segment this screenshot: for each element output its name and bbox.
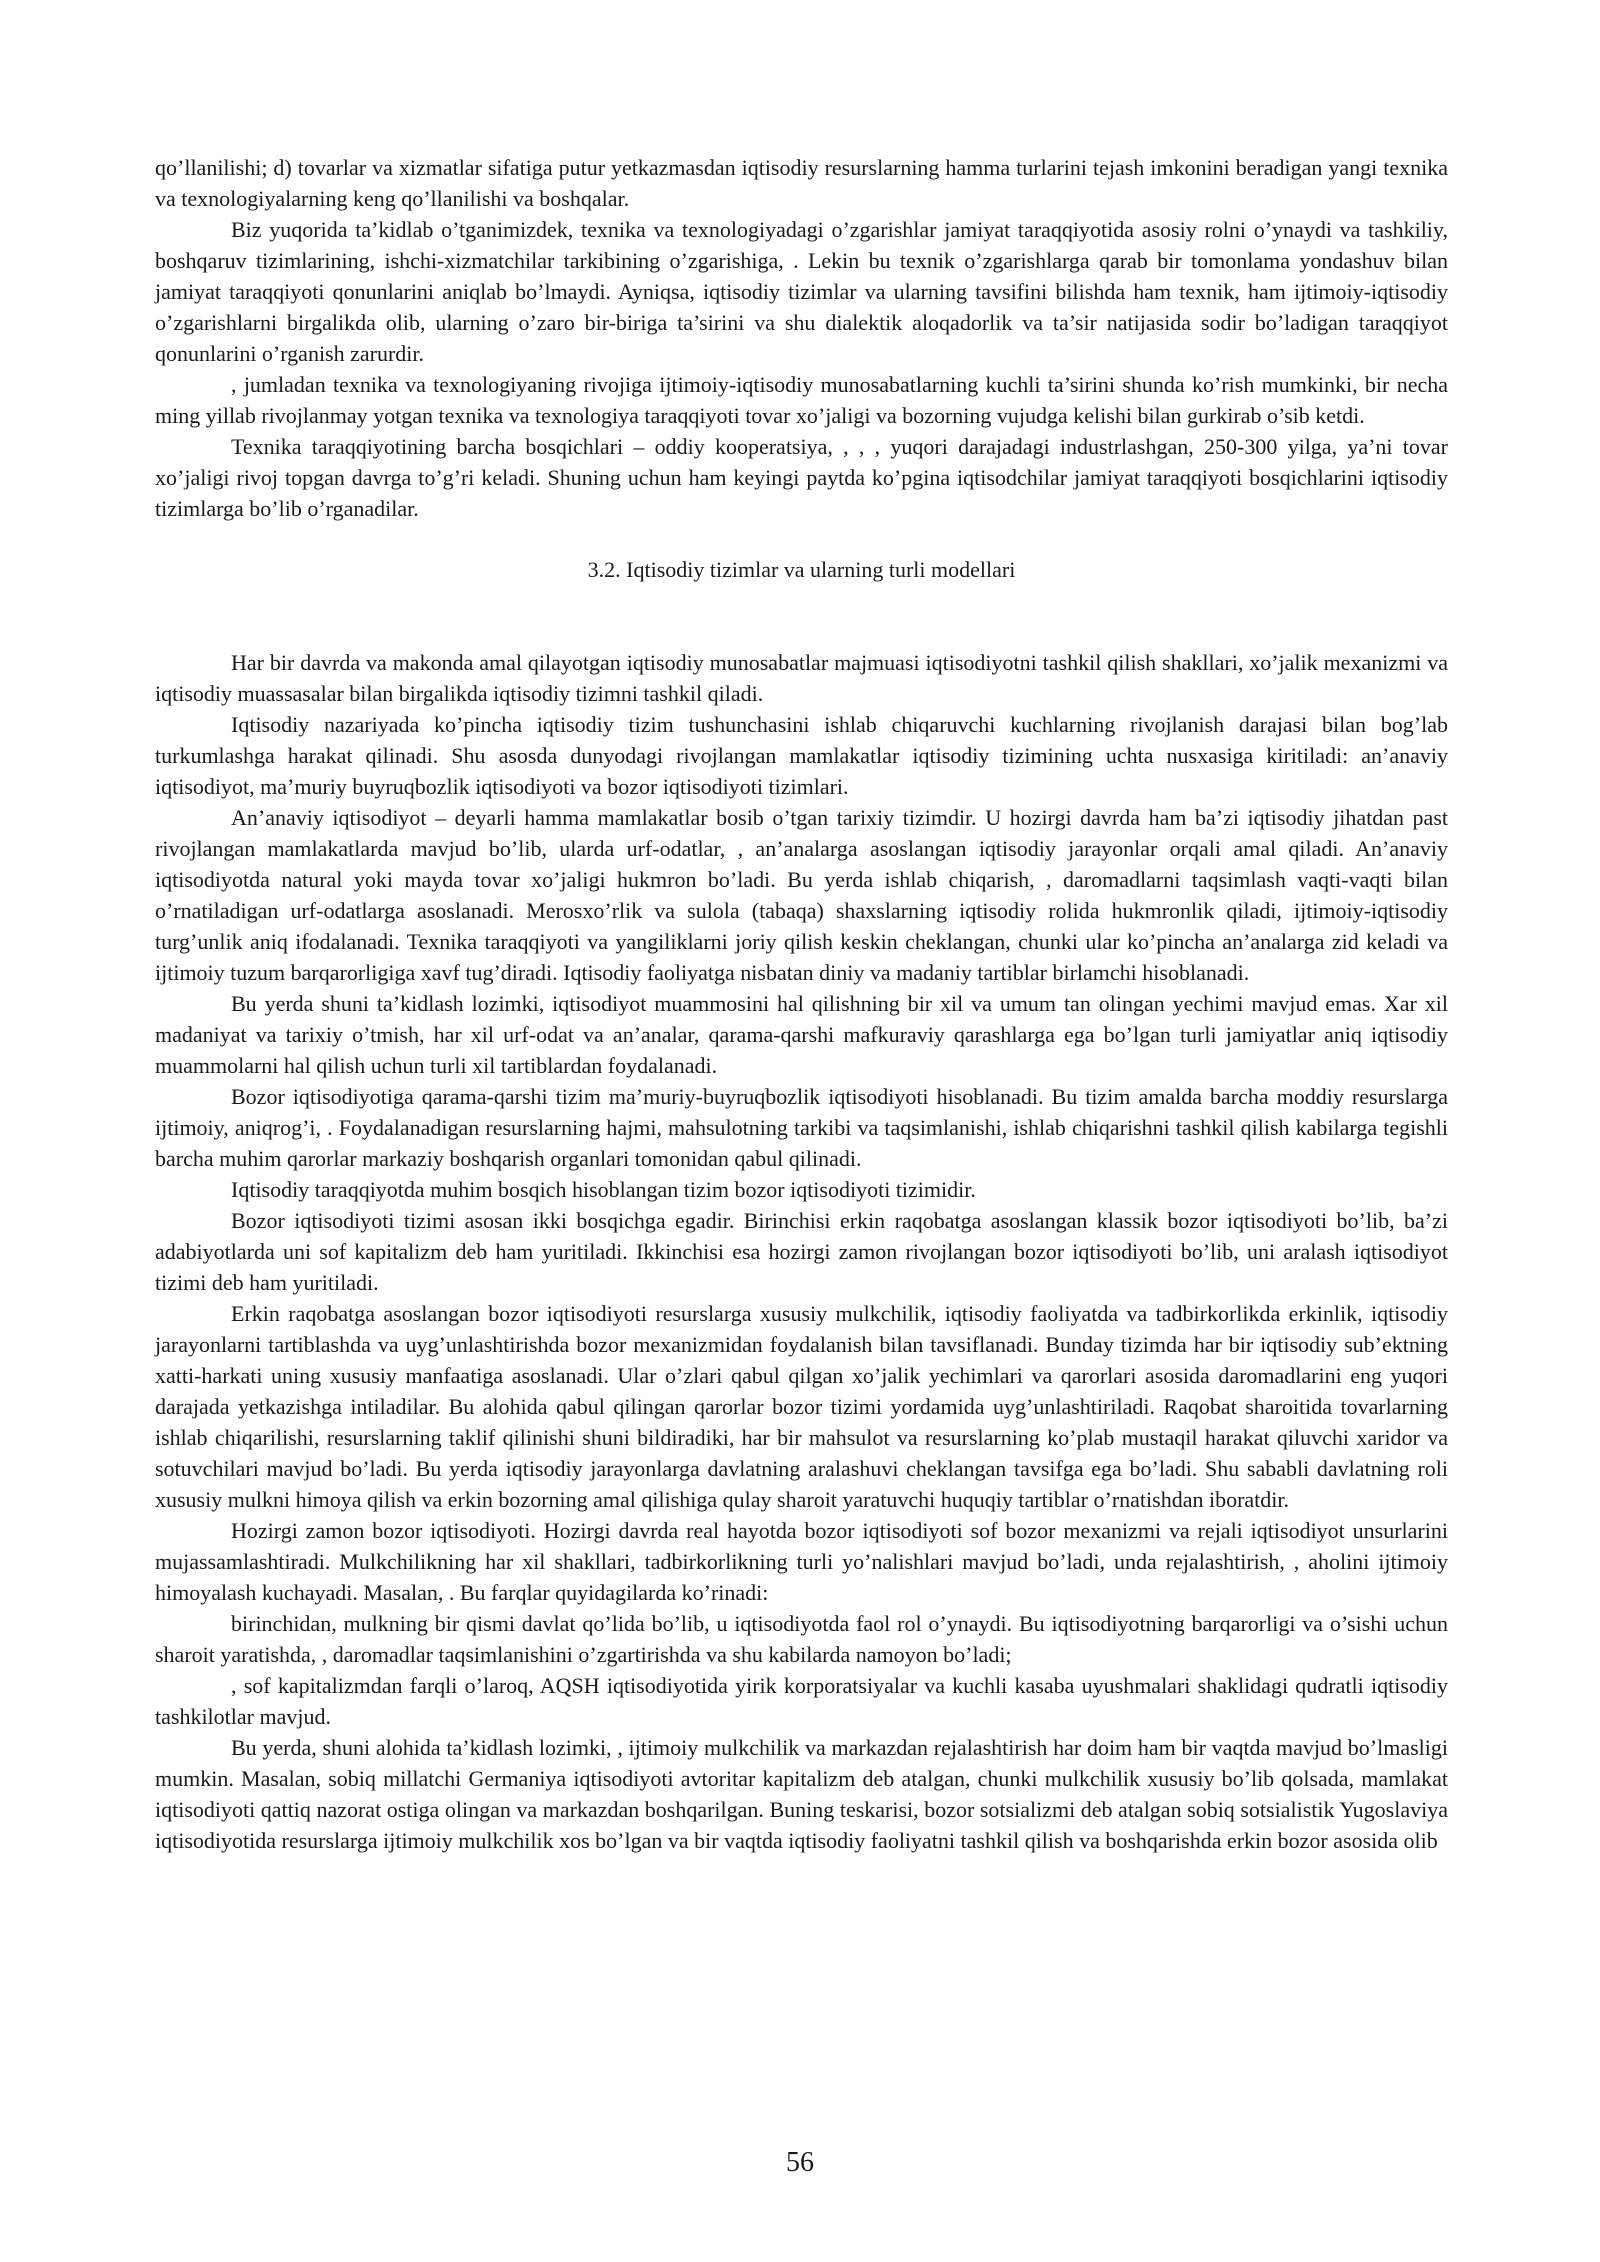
paragraph: Biz yuqorida ta’kidlab o’tganimizdek, texnika va texnologiyadagi o’zgarishlar jamiyat taraqqiyotida asosiy rolni o’ynaydi va tashkiliy, boshqaruv tizimlarining, ishchi-xizmatchilar tarkibining o’zgarishiga, . Lekin bu texnik o’zgarishlarga qarab bir tomonlama yondashuv bilan jamiyat taraqqiyoti qonunlarini aniqlab bo’lmaydi. Ayniqsa, iqtisodiy tizimlar va ularning tavsifini bilishda ham texnik, ham ijtimoiy-iqtisodiy o’zgarishlarni birgalikda olib, ularning o’zaro bir-biriga ta’sirini va shu dialektik aloqadorlik va ta’sir natijasida sodir bo’ladigan taraqqiyot qonunlarini o’rganish zarurdir. bbox=[155, 217, 1448, 366]
paragraph: An’anaviy iqtisodiyot – deyarli hamma mamlakatlar bosib o’tgan tarixiy tizimdir. U hozirgi davrda ham ba’zi iqtisodiy jihatdan past rivojlangan mamlakatlarda mavjud bo’lib, ularda urf-odatlar, , an’analarga asoslangan iqtisodiy jarayonlar orqali amal qiladi. An’anaviy iqtisodiyotda natural yoki mayda tovar xo’jaligi hukmron bo’ladi. Bu yerda ishlab chiqarish, , daromadlarni taqsimlash vaqti-vaqti bilan o’rnatiladigan urf-odatlarga asoslanadi. Merosxo’rlik va sulola (tabaqa) shaxslarning iqtisodiy rolida hukmronlik qiladi, ijtimoiy-iqtisodiy turg’unlik aniq ifodalanadi. Texnika taraqqiyoti va yangiliklarni joriy qilish keskin cheklangan, chunki ular ko’pincha an’analarga zid keladi va ijtimoiy tuzum barqarorligiga xavf tug’diradi. Iqtisodiy faoliyatga nisbatan diniy va madaniy tartiblar birlamchi hisoblanadi. bbox=[155, 805, 1448, 985]
paragraph: birinchidan, mulkning bir qismi davlat qo’lida bo’lib, u iqtisodiyotda faol rol o’ynaydi. Bu iqtisodiyotning barqarorligi va o’sishi uchun sharoit yaratishda, , daromadlar taqsimlanishini o’zgartirishda va shu kabilarda namoyon bo’ladi; bbox=[155, 1611, 1448, 1667]
page-number: 56 bbox=[786, 2147, 814, 2178]
paragraph: Bozor iqtisodiyotiga qarama-qarshi tizim ma’muriy-buyruqbozlik iqtisodiyoti hisoblanadi. Bu tizim amalda barcha moddiy resurslarga ijtimoiy, aniqrog’i, . Foydalanadigan resurslarning hajmi, mahsulotning tarkibi va taqsimlanishi, ishlab chiqarishni tashkil qilish kabilarga tegishli barcha muhim qarorlar markaziy boshqarish organlari tomonidan qabul qilinadi. bbox=[155, 1084, 1448, 1171]
paragraph: Hozirgi zamon bozor iqtisodiyoti. Hozirgi davrda real hayotda bozor iqtisodiyoti sof bozor mexanizmi va rejali iqtisodiyot unsurlarini mujassamlashtiradi. Mulkchilikning har xil shakllari, tadbirkorlikning turli yo’nalishlari mavjud bo’ladi, unda rejalashtirish, , aholini ijtimoiy himoyalash kuchayadi. Masalan, . Bu farqlar quyidagilarda ko’rinadi: bbox=[155, 1518, 1448, 1605]
section-heading: 3.2. Iqtisodiy tizimlar va ularning turli modellari bbox=[587, 557, 1016, 582]
paragraph: Bozor iqtisodiyoti tizimi asosan ikki bosqichga egadir. Birinchisi erkin raqobatga asoslangan klassik bozor iqtisodiyoti bo’lib, ba’zi adabiyotlarda uni sof kapitalizm deb ham yuritiladi. Ikkinchisi esa hozirgi zamon rivojlangan bozor iqtisodiyoti bo’lib, uni aralash iqtisodiyot tizimi deb ham yuritiladi. bbox=[155, 1208, 1448, 1295]
paragraph: Iqtisodiy nazariyada ko’pincha iqtisodiy tizim tushunchasini ishlab chiqaruvchi kuchlarning rivojlanish darajasi bilan bog’lab turkumlashga harakat qilinadi. Shu asosda dunyodagi rivojlangan mamlakatlar iqtisodiy tizimining uchta nusxasiga kiritiladi: an’anaviy iqtisodiyot, ma’muriy buyruqbozlik iqtisodiyoti va bozor iqtisodiyoti tizimlari. bbox=[155, 712, 1448, 799]
paragraph: Bu yerda, shuni alohida ta’kidlash lozimki, , ijtimoiy mulkchilik va markazdan rejalashtirish har doim ham bir vaqtda mavjud bo’lmasligi mumkin. Masalan, sobiq millatchi Germaniya iqtisodiyoti avtoritar kapitalizm deb atalgan, chunki mulkchilik xususiy bo’lib qolsada, mamlakat iqtisodiyoti qattiq nazorat ostiga olingan va markazdan boshqarilgan. Buning teskarisi, bozor sotsializmi deb atalgan sobiq sotsialistik Yugoslaviya iqtisodiyotida resurslarga ijtimoiy mulkchilik xos bo’lgan va bir vaqtda iqtisodiy faoliyatni tashkil qilish va boshqarishda erkin bozor asosida olib bbox=[155, 1735, 1448, 1853]
paragraph: Bu yerda shuni ta’kidlash lozimki, iqtisodiyot muammosini hal qilishning bir xil va umum tan olingan yechimi mavjud emas. Xar xil madaniyat va tarixiy o’tmish, har xil urf-odat va an’analar, qarama-qarshi mafkuraviy qarashlarga ega bo’lgan turli jamiyatlar aniq iqtisodiy muammolarni hal qilish uchun turli xil tartiblardan foydalanadi. bbox=[155, 991, 1448, 1078]
paragraph: Texnika taraqqiyotining barcha bosqichlari – oddiy kooperatsiya, , , , yuqori darajadagi industrlashgan, 250-300 yilga, ya’ni tovar xo’jaligi rivoj topgan davrga to’g’ri keladi. Shuning uchun ham keyingi paytda ko’pgina iqtisodchilar jamiyat taraqqiyoti bosqichlarini iqtisodiy tizimlarga bo’lib o’rganadilar. bbox=[155, 434, 1448, 521]
paragraph: Erkin raqobatga asoslangan bozor iqtisodiyoti resurslarga xususiy mulkchilik, iqtisodiy faoliyatda va tadbirkorlikda erkinlik, iqtisodiy jarayonlarni tartiblashda va uyg’unlashtirishda bozor mexanizmidan foydalanish bilan tavsiflanadi. Bunday tizimda har bir iqtisodiy sub’ektning xatti-harkati uning xususiy manfaatiga asoslanadi. Ular o’zlari qabul qilgan xo’jalik yechimlari va qarorlari asosida daromadlarini eng yuqori darajada yetkazishga intiladilar. Bu alohida qabul qilingan qarorlar bozor tizimi yordamida uyg’unlashtiriladi. Raqobat sharoitida tovarlarning ishlab chiqarilishi, resurslarning taklif qilinishi shuni bildiradiki, har bir mahsulot va resurslarning ko’plab mustaqil harakat qiluvchi xaridor va sotuvchilari mavjud bo’ladi. Bu yerda iqtisodiy jarayonlarga davlatning aralashuvi cheklangan tavsifga ega bo’ladi. Shu sababli davlatning roli xususiy mulkni himoya qilish va erkin bozorning amal qilishiga qulay sharoit yaratuvchi huquqiy tartiblar o’rnatishdan iboratdir. bbox=[155, 1301, 1448, 1512]
paragraph: , jumladan texnika va texnologiyaning rivojiga ijtimoiy-iqtisodiy munosabatlarning kuchli ta’sirini shunda ko’rish mumkinki, bir necha ming yillab rivojlanmay yotgan texnika va texnologiya taraqqiyoti tovar xo’jaligi va bozorning vujudga kelishi bilan gurkirab o’sib ketdi. bbox=[155, 372, 1448, 428]
paragraph: Iqtisodiy taraqqiyotda muhim bosqich hisoblangan tizim bozor iqtisodiyoti tizimidir. bbox=[231, 1177, 976, 1202]
paragraph: , sof kapitalizmdan farqli o’laroq, AQSH iqtisodiyotida yirik korporatsiyalar va kuchli kasaba uyushmalari shaklidagi qudratli iqtisodiy tashkilotlar mavjud. bbox=[155, 1673, 1448, 1729]
paragraph-continuation: qo’llanilishi; d) tovarlar va xizmatlar sifatiga putur yetkazmasdan iqtisodiy resurslarning hamma turlarini tejash imkonini beradigan yangi texnika va texnologiyalarning keng qo’llanilishi va boshqalar. bbox=[155, 155, 1448, 211]
paragraph: Har bir davrda va makonda amal qilayotgan iqtisodiy munosabatlar majmuasi iqtisodiyotni tashkil qilish shakllari, xo’jalik mexanizmi va iqtisodiy muassasalar bilan birgalikda iqtisodiy tizimni tashkil qiladi. bbox=[155, 650, 1448, 706]
document-page bbox=[155, 152, 1448, 1856]
